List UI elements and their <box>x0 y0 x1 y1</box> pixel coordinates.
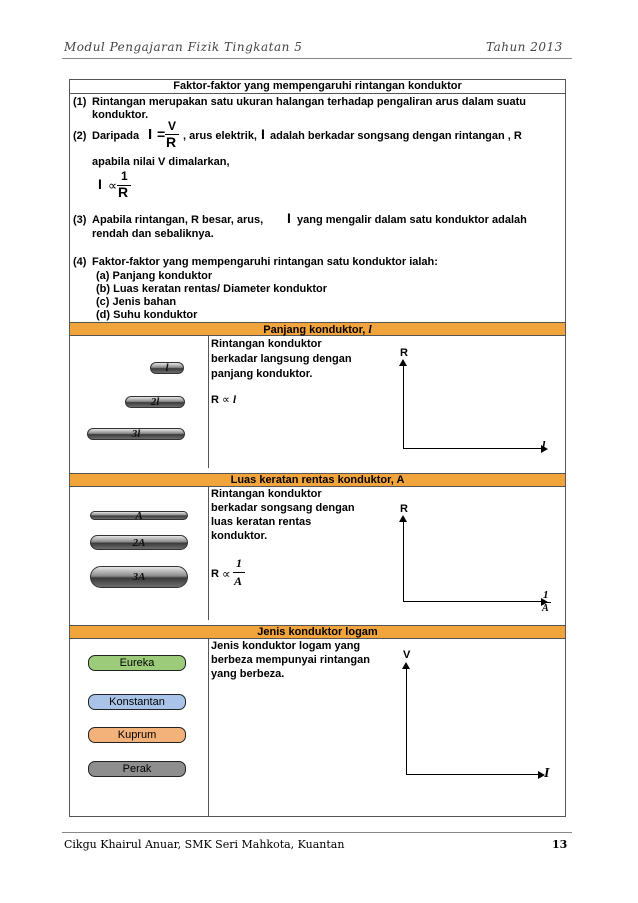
material-eureka: Eureka <box>88 655 186 671</box>
graph2-y-axis <box>403 520 404 601</box>
p3-current-symbol: I <box>287 210 291 226</box>
section-length-divider <box>208 336 209 468</box>
formula-I: I <box>148 126 153 143</box>
factor-item: (a) Panjang konduktor <box>96 270 213 282</box>
header-rule <box>62 58 572 59</box>
header-module-title: Modul Pengajaran Fizik Tingkatan 5 <box>64 40 303 54</box>
page-number: 13 <box>552 838 568 851</box>
p1-line2: konduktor. <box>92 109 149 121</box>
p3-number: (3) <box>73 214 87 226</box>
p2-mid: , arus elektrik, <box>183 130 257 142</box>
conductor-cylinder-l: l <box>150 362 184 374</box>
material-text-line: berbeza mempunyai rintangan <box>211 654 370 666</box>
header-year: Tahun 2013 <box>486 40 563 54</box>
graph2-x-num: 1 <box>543 589 549 601</box>
area-relation-num: 1 <box>236 556 242 570</box>
graph3-x-label: I <box>544 766 550 781</box>
material-text-line: Jenis konduktor logam yang <box>211 640 361 652</box>
section-area-divider <box>208 487 209 620</box>
section-material-header <box>70 625 565 639</box>
graph2-y-label: R <box>400 503 408 515</box>
section-length-symbol: l <box>368 322 372 336</box>
conductor-cylinder-A: A <box>90 511 188 520</box>
section-area-header <box>70 473 565 487</box>
material-text-line: yang berbeza. <box>211 668 285 680</box>
area-text-line: berkadar songsang dengan <box>211 502 355 514</box>
graph3-x-axis <box>406 774 540 775</box>
prop-symbol: ∝ <box>108 178 118 193</box>
p2-pre: Daripada <box>92 130 140 142</box>
p1-number: (1) <box>73 96 87 108</box>
prop-numerator: 1 <box>121 169 128 183</box>
factor-item: (b) Luas keratan rentas/ Diameter konduktor <box>96 283 328 295</box>
p2-post: adalah berkadar songsang dengan rintangan , R <box>270 130 522 142</box>
prop-denominator: R <box>118 184 129 200</box>
material-konstantan: Konstantan <box>88 694 186 710</box>
length-text-line: panjang konduktor. <box>211 368 313 380</box>
graph1-x-label: l <box>542 438 546 452</box>
prop-I: I <box>98 176 102 192</box>
graph1-y-axis <box>403 364 404 448</box>
factor-item: (d) Suhu konduktor <box>96 309 198 321</box>
formula-R: R <box>166 134 177 150</box>
conductor-cylinder-3l: 3l <box>87 428 185 440</box>
relation-l: l <box>232 394 236 406</box>
graph2-x-den: A <box>542 603 549 614</box>
material-kuprum: Kuprum <box>88 727 186 743</box>
area-relation-prop: ∝ <box>222 567 231 581</box>
length-text-line: berkadar langsung dengan <box>211 353 352 365</box>
intro-title: Faktor-faktor yang mempengaruhi rintangan konduktor <box>173 80 462 92</box>
conductor-cylinder-3A: 3A <box>90 566 188 588</box>
area-relation-den: A <box>234 574 243 588</box>
footer-rule <box>62 832 572 833</box>
relation-R: R <box>211 394 219 406</box>
p2-current-symbol: I <box>261 126 265 142</box>
p2-number: (2) <box>73 130 87 142</box>
material-perak: Perak <box>88 761 186 777</box>
conductor-cylinder-2l: 2l <box>125 396 185 408</box>
formula-V: V <box>168 119 177 133</box>
area-text-line: konduktor. <box>211 530 268 542</box>
conductor-cylinder-2A: 2A <box>90 535 188 550</box>
footer-author: Cikgu Khairul Anuar, SMK Seri Mahkota, Kuantan <box>64 838 345 851</box>
p3-line2: rendah dan sebaliknya. <box>92 228 214 240</box>
p3-pre: Apabila rintangan, R besar, arus, <box>92 214 264 226</box>
area-text-line: luas keratan rentas <box>211 516 312 528</box>
graph1-x-axis <box>403 448 543 449</box>
section-material-title: Jenis konduktor logam <box>257 626 378 638</box>
length-text-line: Rintangan konduktor <box>211 338 322 350</box>
section-length-title: Panjang konduktor, <box>263 324 366 336</box>
section-area-title: Luas keratan rentas konduktor, A <box>230 474 405 486</box>
p3-post: yang mengalir dalam satu konduktor adalah <box>297 214 527 226</box>
graph1-y-label: R <box>400 347 408 359</box>
length-relation <box>211 394 236 407</box>
p4-line1: Faktor-faktor yang mempengaruhi rintangan satu konduktor ialah: <box>92 256 438 268</box>
p4-number: (4) <box>73 256 87 268</box>
graph3-y-label: V <box>403 649 411 661</box>
area-text-line: Rintangan konduktor <box>211 488 322 500</box>
p1-line1: Rintangan merupakan satu ukuran halangan terhadap pengaliran arus dalam suatu <box>92 96 526 108</box>
graph3-y-axis <box>406 667 407 774</box>
formula-equals: = <box>157 126 166 142</box>
section-length-header <box>70 322 565 336</box>
area-relation-bar <box>233 572 245 573</box>
graph2-x-axis <box>403 601 543 602</box>
relation-prop: ∝ <box>222 394 230 406</box>
intro-title-divider <box>70 93 565 94</box>
area-relation-R: R <box>211 568 219 580</box>
section-material-divider <box>208 639 209 817</box>
p2-line2: apabila nilai V dimalarkan, <box>92 156 230 168</box>
factor-item: (c) Jenis bahan <box>96 296 177 308</box>
